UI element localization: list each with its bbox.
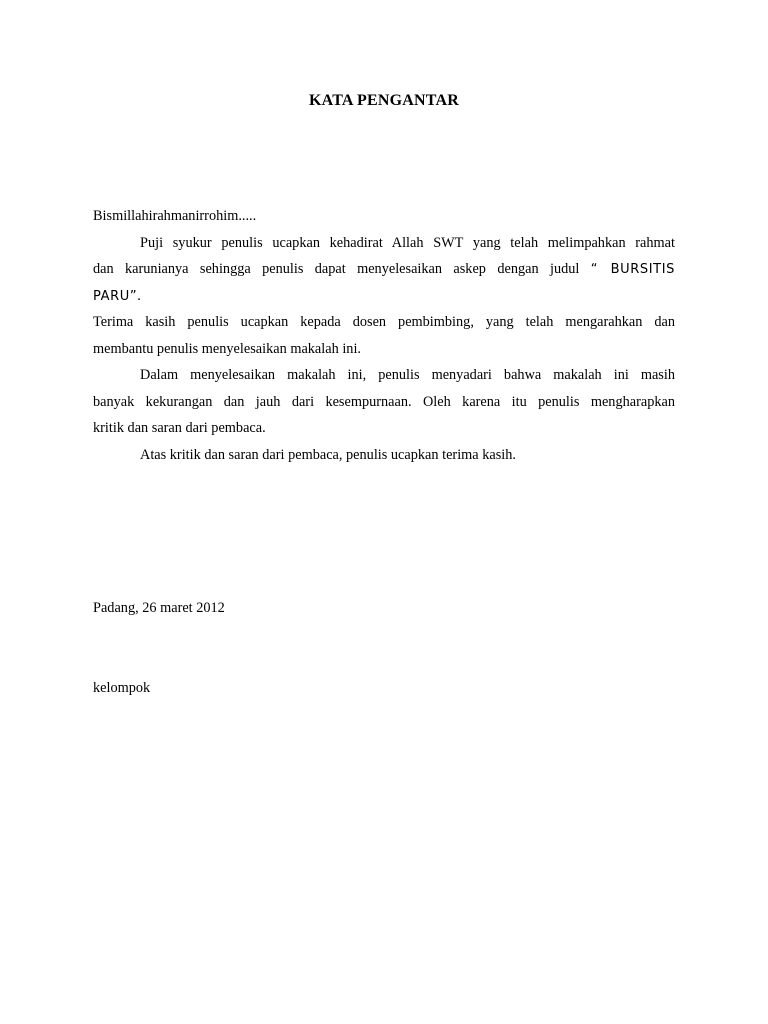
paragraph-2-line-2: membantu penulis menyelesaikan makalah ini. [93,340,361,357]
paragraph-3-line-2-text: banyak kekurangan dan jauh dari kesempurnaan. Oleh karena itu penulis mengharapkan [93,393,675,410]
page-title: KATA PENGANTAR [309,92,459,109]
signature: kelompok [93,680,151,696]
place-and-date: Padang, 26 maret 2012 [93,600,225,616]
paragraph-1-line-1-text: Puji syukur penulis ucapkan kehadirat Allah SWT yang telah melimpahkan rahmat [140,234,675,251]
report-title-part-2: PARU” [93,288,138,304]
document-body [93,203,675,468]
paragraph-4: Atas kritik dan saran dari pembaca, penulis ucapkan terima kasih. [140,446,516,463]
paragraph-1-line-3-tail: . [137,287,141,304]
opening-greeting: Bismillahirahmanirrohim..... [93,208,257,224]
paragraph-2-line-1-text: Terima kasih penulis ucapkan kepada dosen pembimbing, yang telah mengarahkan dan [93,314,675,330]
paragraph-2-line-1 [93,309,675,336]
report-title-part-1: “ BURSITIS [590,262,675,277]
paragraph-3-line-1-text: Dalam menyelesaikan makalah ini, penulis menyadari bahwa makalah ini masih [140,367,675,383]
paragraph-1-line-2-text: dan karunianya sehingga penulis dapat menyelesaikan askep dengan judul [93,261,580,277]
paragraph-1-line-3 [93,283,675,310]
paragraph-3-line-3: kritik dan saran dari pembaca. [93,420,266,436]
paragraph-1-line-2 [93,256,675,283]
paragraph-3-line-1 [93,362,675,389]
paragraph-1-line-1 [93,230,675,257]
paragraph-1-line-2-wrap [93,256,675,284]
paragraph-3-line-2 [93,389,675,416]
